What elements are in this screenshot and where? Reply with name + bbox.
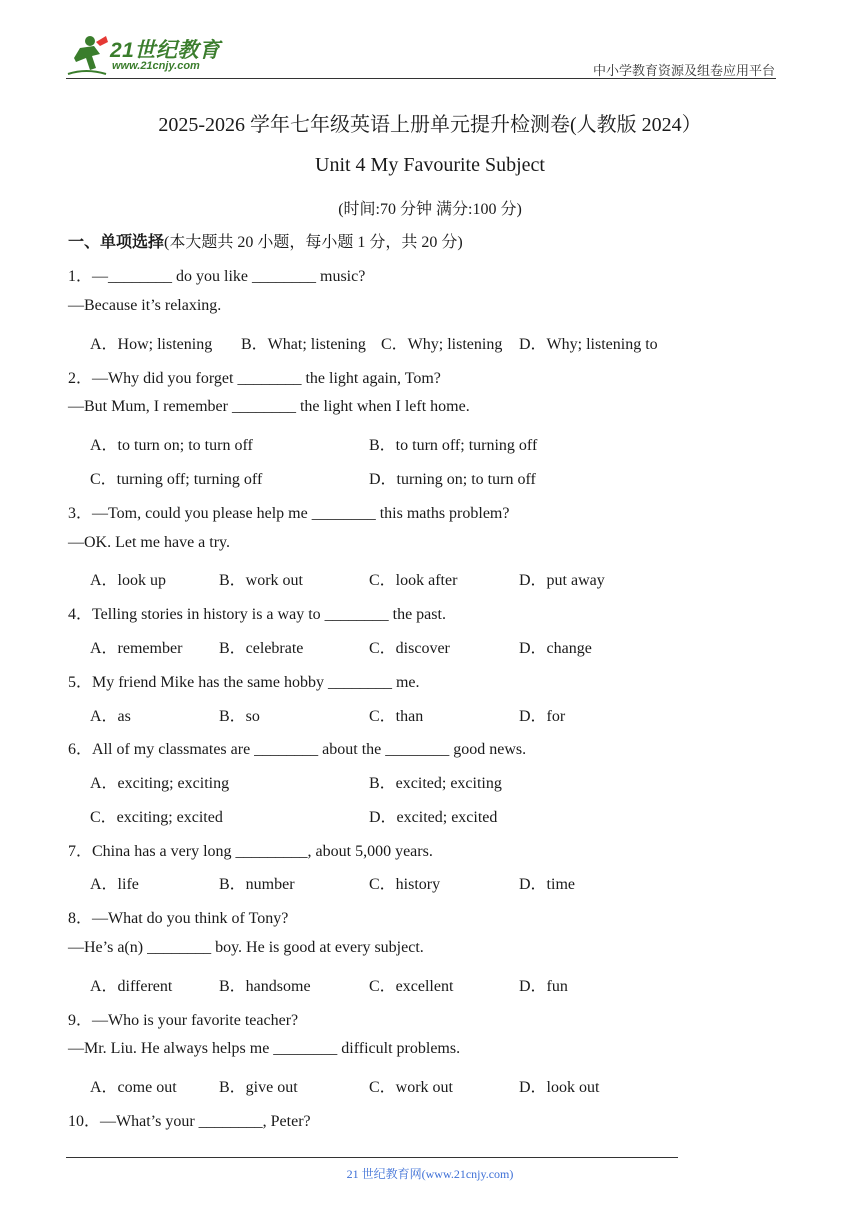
option-c[interactable]: C．look after xyxy=(369,572,458,589)
question-stem: 10．—What’s your ________, Peter? xyxy=(68,1113,311,1130)
option-d[interactable]: D．fun xyxy=(519,978,568,995)
option-d[interactable]: D．turning on; to turn off xyxy=(369,471,536,488)
option-c[interactable]: C．excellent xyxy=(369,978,454,995)
option-d[interactable]: D．time xyxy=(519,876,575,893)
option-d[interactable]: D．look out xyxy=(519,1079,600,1096)
option-a[interactable]: A．remember xyxy=(90,640,183,657)
option-a[interactable]: A．as xyxy=(90,708,131,725)
option-b[interactable]: B．number xyxy=(219,876,295,893)
page-header xyxy=(0,0,860,80)
question-stem: —OK. Let me have a try. xyxy=(68,534,231,551)
question-stem: 4．Telling stories in history is a way to ________ the past. xyxy=(68,606,446,623)
option-c[interactable]: C．history xyxy=(369,876,441,893)
option-b[interactable]: B．work out xyxy=(219,572,304,589)
option-c[interactable]: C．Why; listening xyxy=(381,336,503,353)
option-d[interactable]: D．excited; excited xyxy=(369,809,498,826)
option-a[interactable]: A．exciting; exciting xyxy=(90,775,230,792)
option-b[interactable]: B．excited; exciting xyxy=(369,775,502,792)
section-note: (本大题共 20 小题，每小题 1 分，共 20 分) xyxy=(164,234,463,251)
question-stem: 8．—What do you think of Tony? xyxy=(68,910,289,927)
option-c[interactable]: C．turning off; turning off xyxy=(90,471,263,488)
question-stem: —Because it’s relaxing. xyxy=(68,297,222,314)
option-c[interactable]: C．discover xyxy=(369,640,450,657)
option-a[interactable]: A．come out xyxy=(90,1079,177,1096)
option-b[interactable]: B．give out xyxy=(219,1079,298,1096)
site-logo[interactable] xyxy=(66,34,236,78)
question-stem: —He’s a(n) ________ boy. He is good at every subject. xyxy=(68,939,424,956)
question-stem: 1．—________ do you like ________ music? xyxy=(68,268,366,285)
option-b[interactable]: B．to turn off; turning off xyxy=(369,437,538,454)
header-platform-text: 中小学教育资源及组卷应用平台 xyxy=(592,63,775,78)
question-stem: —Mr. Liu. He always helps me ________ difficult problems. xyxy=(68,1040,461,1057)
option-c[interactable]: C．exciting; excited xyxy=(90,809,223,826)
option-a[interactable]: A．look up xyxy=(90,572,167,589)
option-b[interactable]: B．What; listening xyxy=(241,336,366,353)
question-stem: 6．All of my classmates are ________ about the ________ good news. xyxy=(68,741,527,758)
section-heading xyxy=(68,229,463,252)
header-divider xyxy=(66,78,776,79)
option-d[interactable]: D．put away xyxy=(519,572,605,589)
question-stem: 9．—Who is your favorite teacher? xyxy=(68,1012,299,1029)
footer-divider xyxy=(66,1157,678,1158)
option-b[interactable]: B．so xyxy=(219,708,260,725)
logo-text: 21世纪教育 xyxy=(110,39,221,62)
option-a[interactable]: A．How; listening xyxy=(90,336,213,353)
option-a[interactable]: A．life xyxy=(90,876,139,893)
unit-title: Unit 4 My Favourite Subject xyxy=(315,154,545,176)
option-c[interactable]: C．work out xyxy=(369,1079,454,1096)
question-stem: —But Mum, I remember ________ the light when I left home. xyxy=(68,398,470,415)
section-title: 一、单项选择 xyxy=(68,234,165,251)
option-a[interactable]: A．different xyxy=(90,978,173,995)
exam-meta: (时间:70 分钟 满分:100 分) xyxy=(338,201,522,218)
footer-link[interactable]: 21 世纪教育网(www.21cnjy.com) xyxy=(346,1167,514,1181)
option-d[interactable]: D．for xyxy=(519,708,566,725)
question-stem: 5．My friend Mike has the same hobby ________ me. xyxy=(68,674,420,691)
question-stem: 3．—Tom, could you please help me ________ this maths problem? xyxy=(68,505,510,522)
exam-title: 2025-2026 学年七年级英语上册单元提升检测卷(人教版 2024） xyxy=(158,114,702,136)
logo-url: www.21cnjy.com xyxy=(112,60,200,72)
option-b[interactable]: B．celebrate xyxy=(219,640,304,657)
option-d[interactable]: D．Why; listening to xyxy=(519,336,658,353)
runner-logo-icon xyxy=(66,34,110,78)
question-stem: 7．China has a very long _________, about 5,000 years. xyxy=(68,843,433,860)
option-d[interactable]: D．change xyxy=(519,640,592,657)
option-c[interactable]: C．than xyxy=(369,708,424,725)
question-stem: 2．—Why did you forget ________ the light again, Tom? xyxy=(68,370,441,387)
option-a[interactable]: A．to turn on; to turn off xyxy=(90,437,253,454)
option-b[interactable]: B．handsome xyxy=(219,978,311,995)
